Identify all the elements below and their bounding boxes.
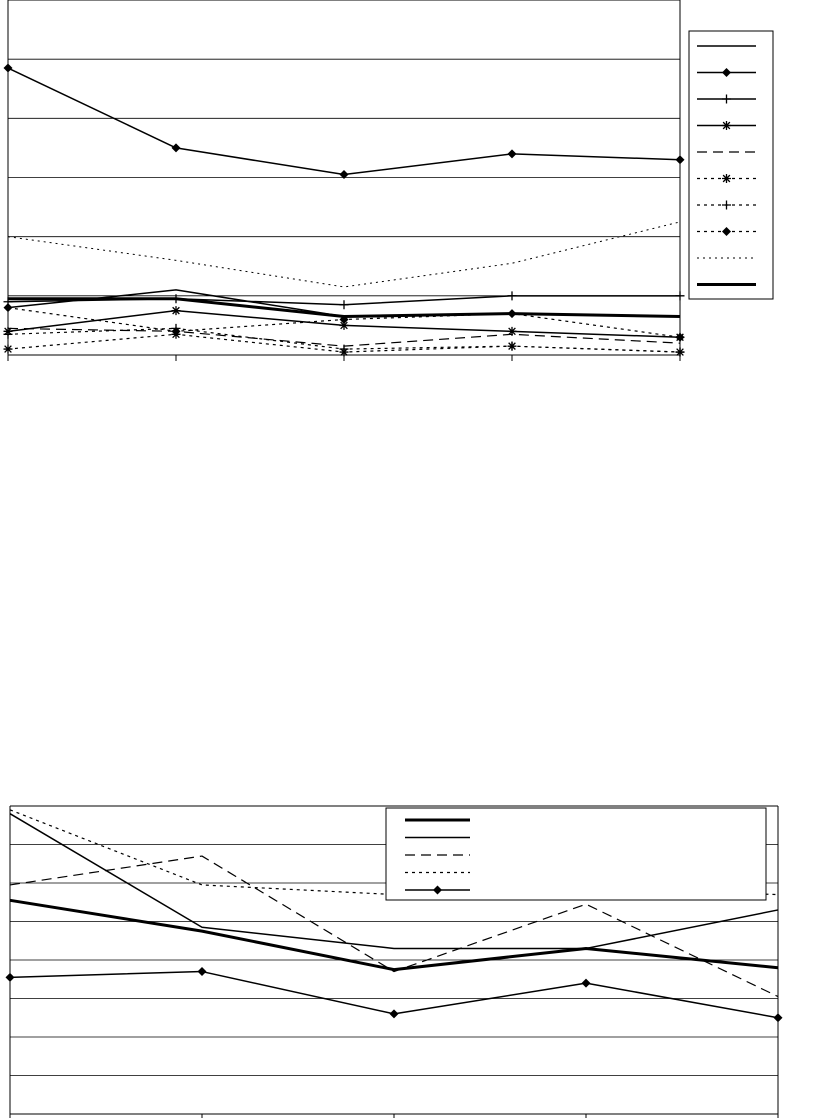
series-3-point <box>676 291 685 300</box>
series-5-point <box>582 979 591 988</box>
series-2-point <box>172 143 181 152</box>
series-5-point <box>390 1009 399 1018</box>
series-9-line <box>8 222 680 287</box>
series-2-point <box>4 64 13 73</box>
series-2-line <box>8 68 680 175</box>
series-2-point <box>676 155 685 164</box>
series-6-point <box>4 345 13 354</box>
series-4-point <box>172 306 181 315</box>
chart-top <box>4 0 774 361</box>
chart-bottom <box>6 806 783 1118</box>
legend-marker-series-6 <box>722 174 731 183</box>
series-5-point <box>198 967 207 976</box>
series-5-point <box>774 1013 783 1022</box>
series-3-point <box>340 300 349 309</box>
series-8-point <box>4 303 13 312</box>
legend-marker-series-4 <box>722 121 731 130</box>
series-1-line <box>10 900 778 969</box>
legend-box <box>386 808 766 900</box>
legend-box <box>689 31 773 299</box>
series-3-point <box>508 291 517 300</box>
series-2-point <box>508 149 517 158</box>
series-5-point <box>6 973 15 982</box>
